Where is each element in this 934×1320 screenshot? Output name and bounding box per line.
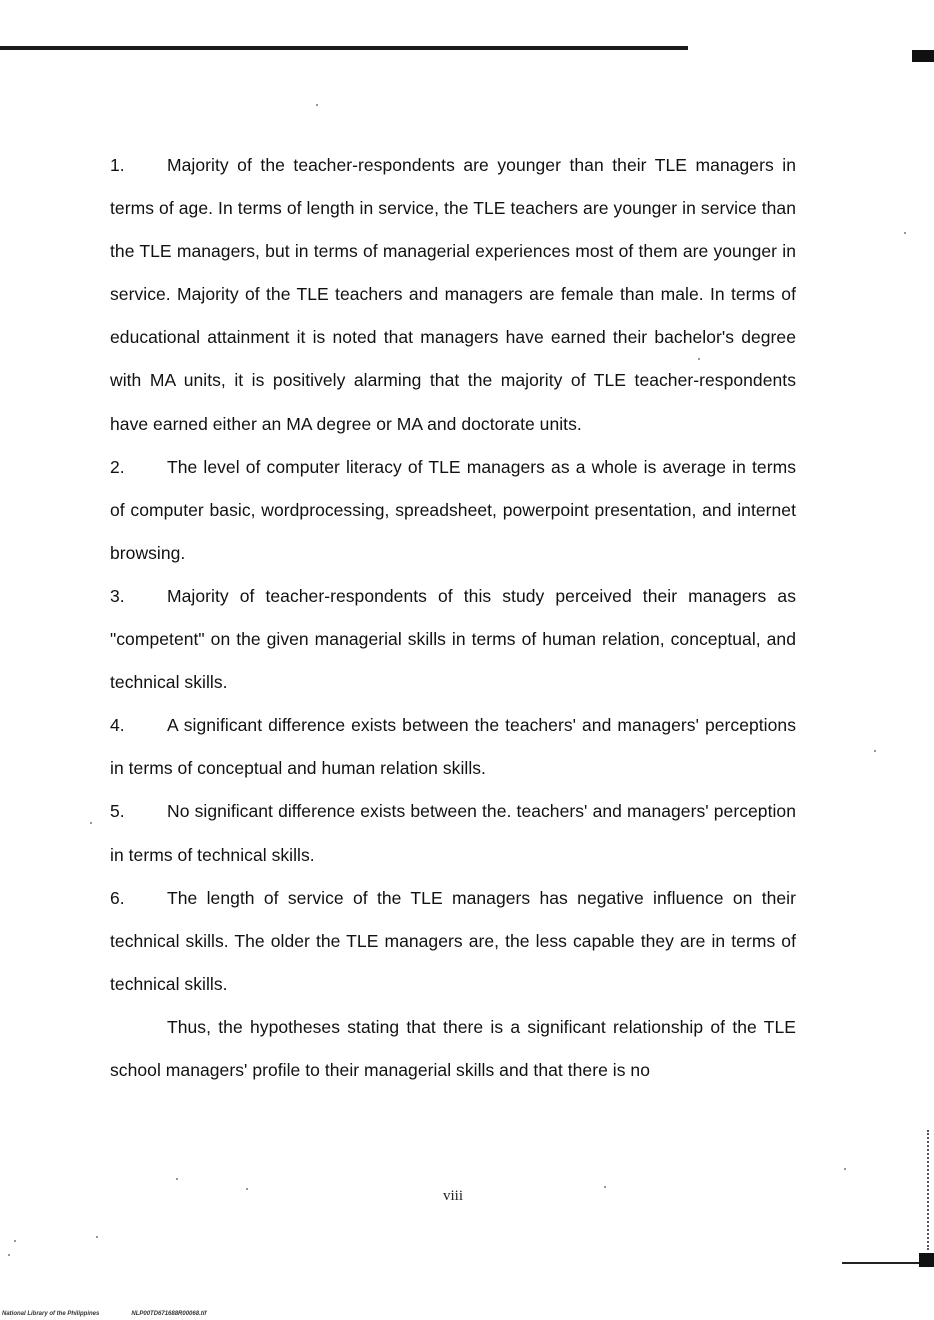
scan-file-code: NLP00TD671688R00068.tif <box>131 1311 207 1317</box>
item-text: A significant difference exists between the teachers' and managers' perceptions in terms of conceptual and human relation skills. <box>110 715 796 779</box>
item-text: The length of service of the TLE managers has negative influence on their technical skills. The older the TLE managers are, the less capable they are in terms of technical skills. <box>110 887 796 994</box>
scan-border-top <box>0 46 688 50</box>
page-number: viii <box>442 1188 463 1204</box>
item-number: 5. <box>110 801 125 822</box>
item-number: 3. <box>110 585 125 606</box>
finding-item-4 <box>110 704 796 790</box>
scan-footer-stamp <box>2 1311 206 1317</box>
item-number: 2. <box>110 456 125 477</box>
scan-speck <box>8 1254 10 1256</box>
scan-border-bottom <box>842 1262 930 1264</box>
scan-speck <box>904 232 906 234</box>
scan-registration-mark <box>912 50 934 62</box>
item-number: 6. <box>110 887 125 908</box>
finding-item-2 <box>110 446 796 575</box>
scan-speck <box>14 1240 16 1242</box>
scan-speck <box>90 822 92 824</box>
item-text: Majority of the teacher-respondents are younger than their TLE managers in terms of age. In terms of length in service, the TLE teachers are younger in service than the TLE managers, but in terms of managerial experiences most of them are younger in service. Majority of the TLE teachers and managers are female than male. In terms of educational attainment it is noted that managers have earned their bachelor's degree with MA units, it is positively alarming that the majority of TLE teacher-respondents have earned either an MA degree or MA and doctorate units. <box>110 155 796 434</box>
item-text: Majority of teacher-respondents of this study perceived their managers as "competent" on the given managerial skills in terms of human relation, conceptual, and technical skills. <box>110 585 796 693</box>
item-text: The level of computer literacy of TLE managers as a whole is average in terms of computer basic, wordprocessing, spreadsheet, powerpoint presentation, and internet browsing. <box>110 456 796 563</box>
scan-edge-artifact <box>927 1130 931 1250</box>
scan-speck <box>176 1178 178 1180</box>
conclusion-paragraph: Thus, the hypotheses stating that there is a significant relationship of the TLE school managers' profile to their managerial skills and that there is no <box>110 1016 796 1080</box>
document-body <box>110 144 796 1092</box>
item-number: 1. <box>110 155 125 175</box>
scan-speck <box>96 1236 98 1238</box>
scan-registration-mark <box>919 1253 934 1267</box>
finding-item-3 <box>110 575 796 704</box>
finding-item-5 <box>110 790 796 876</box>
finding-item-1 <box>110 144 796 446</box>
item-number: 4. <box>110 715 125 736</box>
library-name: National Library of the Philippines <box>2 1311 100 1317</box>
finding-item-6 <box>110 877 796 1006</box>
scan-speck <box>316 104 318 106</box>
scan-speck <box>844 1168 846 1170</box>
item-text: No significant difference exists between the. teachers' and managers' perception in terms of technical skills. <box>110 801 796 865</box>
scan-speck <box>874 750 876 752</box>
